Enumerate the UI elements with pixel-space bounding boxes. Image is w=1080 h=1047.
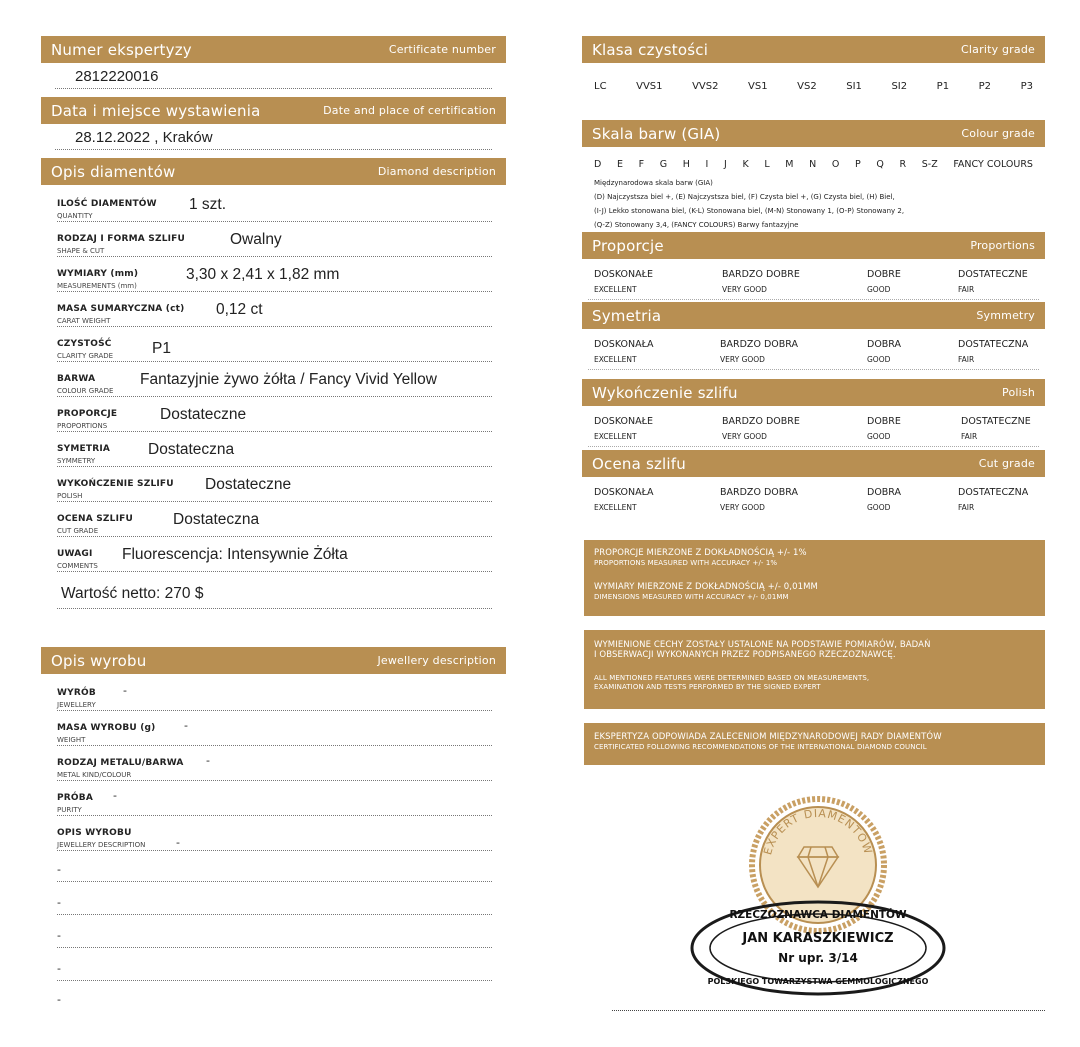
certificate-number-title: Numer ekspertyzy: [51, 40, 192, 59]
colour-grades: [582, 159, 1045, 170]
field-sublabel: POLISH: [57, 492, 83, 500]
stamp-number: Nr upr. 3/14: [778, 951, 858, 965]
field-dotted-line: [57, 361, 492, 362]
field-purity: [41, 785, 506, 820]
field-dotted-line: [57, 291, 492, 292]
clarity-grade: VS1: [748, 81, 768, 92]
colour-grade: R: [899, 159, 907, 170]
jewellery-description-title-en: Jewellery description: [377, 654, 496, 667]
field-sublabel: JEWELLERY DESCRIPTION: [57, 841, 146, 849]
field-sublabel: PURITY: [57, 806, 82, 814]
scale-label: DOBRA: [867, 339, 902, 350]
stamp-name: JAN KARASZKIEWICZ: [742, 931, 894, 946]
symmetry-title: Symetria: [592, 306, 662, 325]
colour-grade: O: [831, 159, 840, 170]
note-en: DIMENSIONS MEASURED WITH ACCURACY +/- 0,01MM: [594, 593, 789, 601]
clarity-title-en: Clarity grade: [961, 43, 1035, 56]
colour-grade: FANCY COLOURS: [953, 159, 1033, 170]
field-sublabel: CLARITY GRADE: [57, 352, 114, 360]
field-dotted-line: [57, 881, 492, 882]
accuracy-note: [584, 540, 1045, 616]
clarity-grades: [582, 81, 1045, 105]
field-dotted-line: [57, 980, 492, 981]
field-proportions: [41, 401, 506, 436]
extra-line-value: -: [57, 863, 61, 876]
field-comments: [41, 541, 506, 576]
field-cut-grade: [41, 506, 506, 541]
jewellery-description-title: Opis wyrobu: [51, 651, 147, 670]
field-dotted-line: [57, 850, 492, 851]
date-place-header: [41, 97, 506, 124]
scale-label: DOBRE: [867, 416, 901, 427]
field-sublabel: JEWELLERY: [57, 701, 96, 709]
scale-label-en: FAIR: [958, 285, 975, 294]
field-dotted-line: [57, 536, 492, 537]
clarity-grade: LC: [594, 81, 607, 92]
field-value: Dostateczne: [160, 406, 247, 423]
left-column: [41, 36, 506, 1017]
field-label: UWAGI: [57, 549, 93, 559]
field-label: PROPORCJE: [57, 409, 118, 419]
field-label: CZYSTOŚĆ: [57, 339, 112, 349]
idc-note: [584, 723, 1045, 765]
field-label: OPIS WYROBU: [57, 828, 132, 838]
signature-line: [612, 1010, 1045, 1011]
field-label: OCENA SZLIFU: [57, 514, 133, 524]
field-dotted-line: [57, 396, 492, 397]
field-dotted-line: [57, 745, 492, 746]
colour-grade: E: [616, 159, 623, 170]
colour-grade: J: [724, 159, 727, 170]
polish-title-en: Polish: [1002, 386, 1035, 399]
field-jewellery: [41, 680, 506, 715]
scale-label-en: GOOD: [867, 432, 891, 441]
field-shape-cut: [41, 226, 506, 261]
scale-label: BARDZO DOBRE: [722, 416, 800, 427]
diamond-description-title-en: Diamond description: [377, 165, 496, 178]
colour-grade: D: [594, 159, 602, 170]
polish-title: Wykończenie szlifu: [592, 383, 738, 402]
extra-line-value: -: [57, 929, 61, 942]
note-en: ALL MENTIONED FEATURES WERE DETERMINED BASED ON MEASUREMENTS,: [594, 674, 870, 682]
field-value: Dostateczna: [148, 441, 235, 458]
field-dotted-line: [57, 608, 492, 609]
field-quantity: [41, 191, 506, 226]
field-net-value: [41, 576, 506, 611]
note-pl: WYMIARY MIERZONE Z DOKŁADNOŚCIĄ +/- 0,01MM: [594, 582, 818, 592]
colour-grade: K: [742, 159, 749, 170]
note-pl: EKSPERTYZA ODPOWIADA ZALECENIOM MIĘDZYNARODOWEJ RADY DIAMENTÓW: [594, 732, 942, 742]
colour-grade: F: [638, 159, 645, 170]
stamp-inner-oval: [710, 914, 926, 982]
field-value: Dostateczna: [173, 511, 260, 528]
scale-label-en: EXCELLENT: [594, 285, 637, 294]
extra-line: [41, 921, 506, 954]
clarity-grade: VVS1: [636, 81, 663, 92]
note-en: PROPORTIONS MEASURED WITH ACCURACY +/- 1%: [594, 559, 778, 567]
scale-label: DOSTATECZNA: [958, 487, 1029, 498]
date-place-value: 28.12.2022 , Kraków: [75, 129, 213, 146]
scale-label: DOSKONAŁA: [594, 487, 654, 498]
seal-text: EXPERT DIAMENTÓW: [761, 806, 875, 857]
scale-label: BARDZO DOBRE: [722, 269, 800, 280]
scale-label: DOSKONAŁE: [594, 269, 653, 280]
field-dotted-line: [57, 914, 492, 915]
note-en: CERTIFICATED FOLLOWING RECOMMENDATIONS OF THE INTERNATIONAL DIAMOND COUNCIL: [594, 743, 927, 751]
field-label: SYMETRIA: [57, 444, 111, 454]
field-jewellery-description: [41, 820, 506, 855]
field-dotted-line: [57, 221, 492, 222]
field-label: MASA SUMARYCZNA (ct): [57, 304, 185, 314]
clarity-header: [582, 36, 1045, 63]
diamond-description-header: [41, 158, 506, 185]
colour-title: Skala barw (GIA): [592, 124, 721, 143]
colour-legend-line: (I-J) Lekko stonowana biel, (K-L) Stonowana biel, (M-N) Stonowany 1, (O-P) Stonowany 2,: [594, 207, 905, 215]
field-sublabel: METAL KIND/COLOUR: [57, 771, 132, 779]
field-value: -: [184, 719, 188, 732]
net-value: Wartość netto: 270 $: [61, 585, 204, 602]
colour-grade: G: [659, 159, 668, 170]
proportions-header: [582, 232, 1045, 259]
clarity-grade: VS2: [797, 81, 817, 92]
colour-title-en: Colour grade: [961, 127, 1035, 140]
extra-line-value: -: [57, 962, 61, 975]
jewellery-description-header: [41, 647, 506, 674]
clarity-grade: P2: [978, 81, 992, 92]
colour-grade: I: [705, 159, 709, 170]
note-pl: I OBSERWACJI WYKONANYCH PRZEZ PODPISANEGO RZECZOZNAWCĘ.: [594, 650, 896, 660]
right-column: [582, 36, 1045, 524]
field-colour: [41, 366, 506, 401]
scale-label-en: EXCELLENT: [594, 432, 637, 441]
scale-label: DOBRE: [867, 269, 901, 280]
expert-stamp: [688, 898, 948, 998]
polish-scale: [582, 406, 1045, 453]
clarity-grade: SI1: [846, 81, 862, 92]
certificate-number-header: [41, 36, 506, 63]
cut-grade-title: Ocena szlifu: [592, 454, 686, 473]
scale-label-en: GOOD: [867, 503, 891, 512]
field-dotted-line: [57, 571, 492, 572]
scale-label: DOSKONAŁA: [594, 339, 654, 350]
field-measurements: [41, 261, 506, 296]
colour-grade: S-Z: [921, 159, 938, 170]
field-sublabel: COLOUR GRADE: [57, 387, 114, 395]
field-metal: [41, 750, 506, 785]
field-sublabel: SYMMETRY: [57, 457, 96, 465]
date-place-value-line: [55, 124, 492, 150]
scale-label-en: VERY GOOD: [720, 355, 765, 364]
scale-label-en: VERY GOOD: [722, 432, 767, 441]
clarity-grade: P1: [936, 81, 950, 92]
note-en: EXAMINATION AND TESTS PERFORMED BY THE SIGNED EXPERT: [594, 683, 821, 691]
certificate-number-value-line: [55, 63, 492, 89]
field-value: 0,12 ct: [216, 301, 263, 318]
field-label: WYKOŃCZENIE SZLIFU: [57, 479, 174, 489]
colour-grade: Q: [876, 159, 884, 170]
field-value: -: [123, 684, 127, 697]
symmetry-title-en: Symmetry: [976, 309, 1035, 322]
colour-grade: M: [785, 159, 794, 170]
field-sublabel: SHAPE & CUT: [57, 247, 105, 255]
field-polish: [41, 471, 506, 506]
date-place-title: Data i miejsce wystawienia: [51, 101, 261, 120]
field-dotted-line: [57, 326, 492, 327]
date-place-title-en: Date and place of certification: [323, 104, 496, 117]
scale-rule: [588, 369, 1039, 370]
field-dotted-line: [57, 780, 492, 781]
field-dotted-line: [57, 256, 492, 257]
field-value: 3,30 x 2,41 x 1,82 mm: [186, 266, 340, 283]
symmetry-header: [582, 302, 1045, 329]
cut-grade-header: [582, 450, 1045, 477]
scale-label: BARDZO DOBRA: [720, 339, 798, 350]
colour-legend-line: (D) Najczystsza biel +, (E) Najczystsza biel, (F) Czysta biel +, (G) Czysta biel, (H) Biel,: [594, 193, 895, 201]
field-label: WYRÓB: [57, 688, 96, 698]
field-sublabel: QUANTITY: [57, 212, 93, 220]
scale-label: DOSKONAŁE: [594, 416, 653, 427]
scale-label: DOSTATECZNA: [958, 339, 1029, 350]
polish-header: [582, 379, 1045, 406]
stamp-top-text: RZECZOZNAWCA DIAMENTÓW: [729, 909, 907, 921]
certificate-number-value: 2812220016: [75, 68, 159, 85]
proportions-title: Proporcje: [592, 236, 664, 255]
extra-line: [41, 987, 506, 1017]
jewellery-fields: [41, 674, 506, 1017]
field-carat-weight: [41, 296, 506, 331]
scale-label-en: VERY GOOD: [720, 503, 765, 512]
certificate-number-title-en: Certificate number: [388, 43, 496, 56]
colour-legend-line: (Q-Z) Stonowany 3,4, (FANCY COLOURS) Barwy fantazyjne: [594, 221, 799, 229]
clarity-title: Klasa czystości: [592, 40, 709, 59]
field-value: -: [206, 754, 210, 767]
field-clarity: [41, 331, 506, 366]
extra-line-value: -: [57, 896, 61, 909]
diamond-fields: [41, 185, 506, 611]
field-dotted-line: [57, 815, 492, 816]
colour-legend-line: Międzynarodowa skala barw (GIA): [594, 179, 713, 187]
expert-note: [584, 630, 1045, 709]
colour-grade: P: [854, 159, 861, 170]
field-sublabel: CARAT WEIGHT: [57, 317, 111, 325]
extra-line: [41, 888, 506, 921]
field-label: PRÓBA: [57, 793, 94, 803]
scale-label-en: EXCELLENT: [594, 355, 637, 364]
proportions-scale: [582, 259, 1045, 306]
field-label: RODZAJ METALU/BARWA: [57, 758, 184, 768]
field-dotted-line: [57, 431, 492, 432]
field-value: P1: [152, 340, 171, 357]
field-dotted-line: [57, 466, 492, 467]
field-value: Fantazyjnie żywo żółta / Fancy Vivid Yellow: [140, 371, 437, 388]
colour-grade: N: [809, 159, 817, 170]
field-sublabel: PROPORTIONS: [57, 422, 108, 430]
note-pl: WYMIENIONE CECHY ZOSTAŁY USTALONE NA PODSTAWIE POMIARÓW, BADAŃ: [594, 640, 931, 650]
field-dotted-line: [57, 947, 492, 948]
scale-label: DOSTATECZNE: [958, 269, 1028, 280]
field-label: MASA WYROBU (g): [57, 723, 156, 733]
field-value: 1 szt.: [189, 196, 227, 213]
field-weight: [41, 715, 506, 750]
field-symmetry: [41, 436, 506, 471]
clarity-grade: P3: [1020, 81, 1033, 92]
colour-legend: [582, 170, 1045, 228]
colour-header: [582, 120, 1045, 147]
field-sublabel: CUT GRADE: [57, 527, 99, 535]
extra-line: [41, 954, 506, 987]
field-sublabel: COMMENTS: [57, 562, 98, 570]
diamond-description-title: Opis diamentów: [51, 162, 176, 181]
field-label: RODZAJ I FORMA SZLIFU: [57, 234, 186, 244]
clarity-grade: VVS2: [692, 81, 719, 92]
clarity-grade: SI2: [891, 81, 908, 92]
scale-rule: [588, 299, 1039, 300]
scale-label: DOSTATECZNE: [961, 416, 1031, 427]
field-value: -: [113, 789, 117, 802]
scale-label-en: VERY GOOD: [722, 285, 767, 294]
scale-label: DOBRA: [867, 487, 902, 498]
symmetry-scale: [582, 329, 1045, 376]
colour-grade: H: [682, 159, 690, 170]
scale-rule: [588, 446, 1039, 447]
cut-grade-scale: [582, 477, 1045, 524]
colour-grade: L: [764, 159, 770, 170]
field-label: ILOŚĆ DIAMENTÓW: [57, 199, 157, 209]
cut-grade-title-en: Cut grade: [978, 457, 1035, 470]
field-dotted-line: [57, 710, 492, 711]
field-label: BARWA: [57, 374, 96, 384]
field-value: Dostateczne: [205, 476, 292, 493]
scale-label-en: FAIR: [958, 503, 975, 512]
field-label: WYMIARY (mm): [57, 269, 139, 279]
field-sublabel: MEASUREMENTS (mm): [57, 282, 137, 290]
field-value: Owalny: [230, 231, 282, 248]
extra-line: [41, 855, 506, 888]
field-sublabel: WEIGHT: [57, 736, 86, 744]
field-dotted-line: [57, 501, 492, 502]
scale-label-en: GOOD: [867, 355, 891, 364]
proportions-title-en: Proportions: [970, 239, 1035, 252]
scale-label-en: EXCELLENT: [594, 503, 637, 512]
stamp-bottom-text: POLSKIEGO TOWARZYSTWA GEMMOLOGICZNEGO: [707, 977, 929, 986]
extra-line-value: -: [57, 993, 61, 1006]
scale-label: BARDZO DOBRA: [720, 487, 798, 498]
scale-label-en: FAIR: [958, 355, 975, 364]
scale-label-en: FAIR: [961, 432, 978, 441]
scale-label-en: GOOD: [867, 285, 891, 294]
field-value: -: [176, 836, 180, 849]
note-pl: PROPORCJE MIERZONE Z DOKŁADNOŚCIĄ +/- 1%: [594, 548, 807, 558]
field-value: Fluorescencja: Intensywnie Żółta: [122, 546, 348, 563]
